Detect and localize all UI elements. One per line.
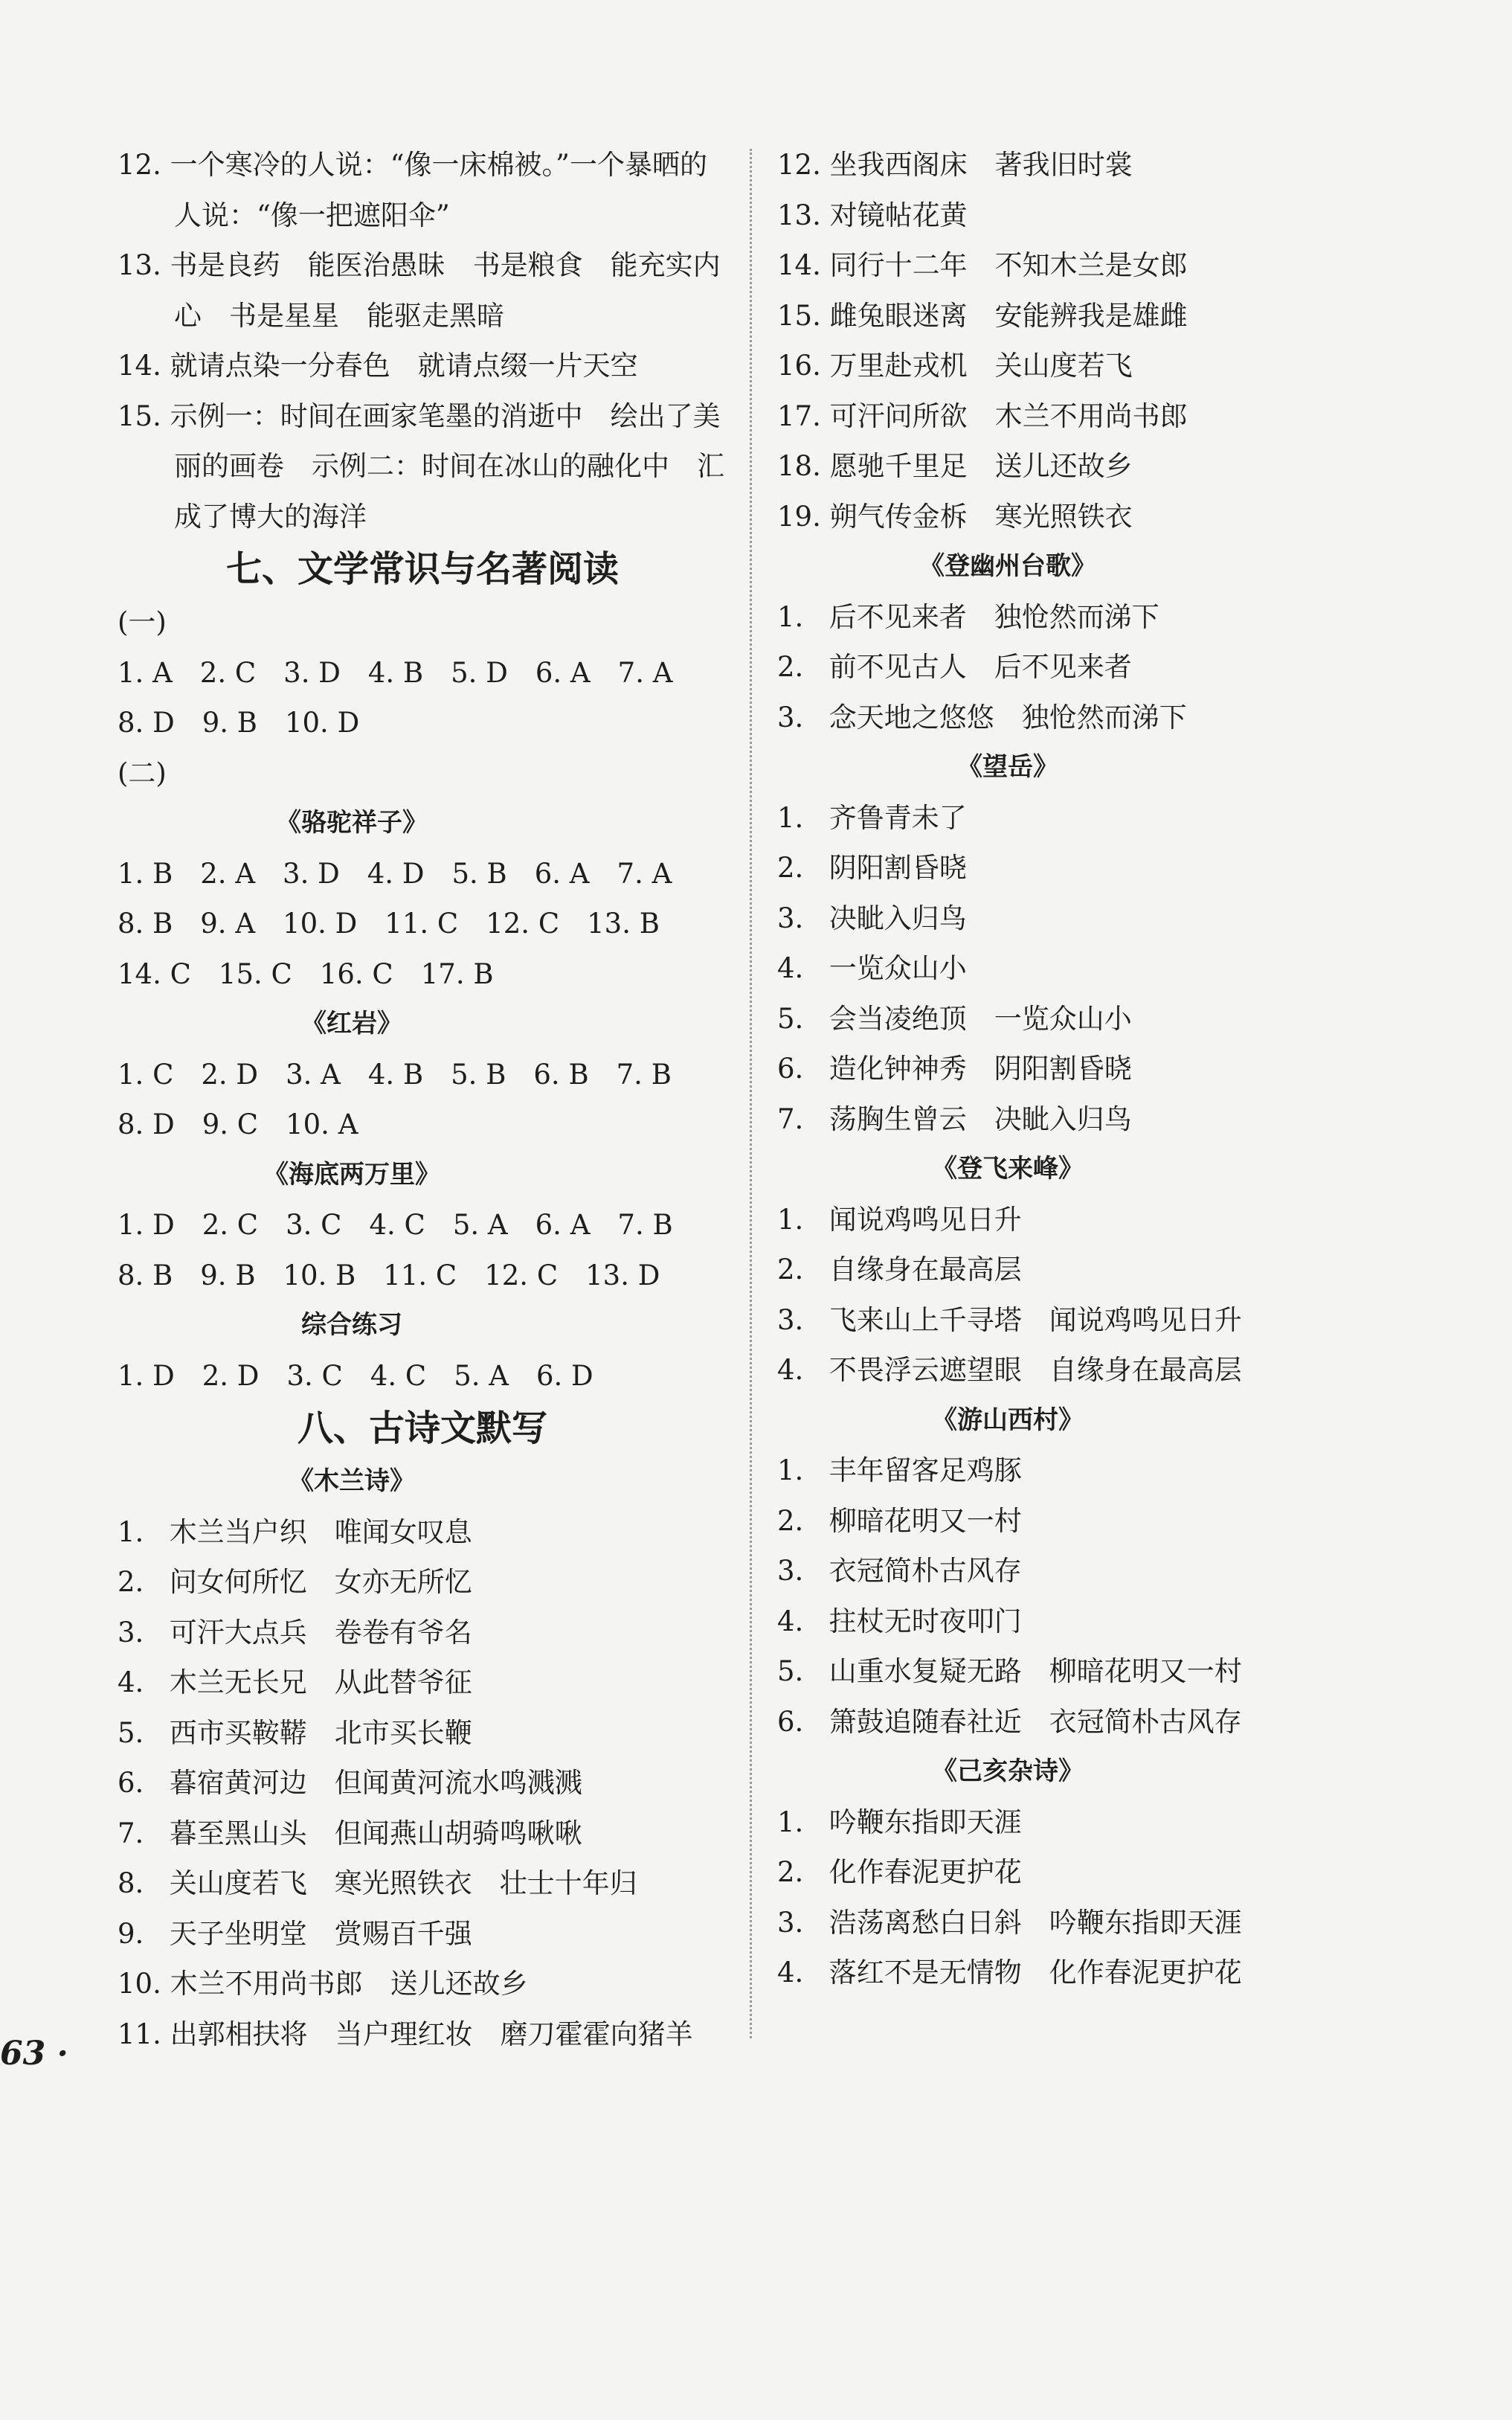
- poem-line: 17. 可汗问所欲 木兰不用尚书郎: [777, 399, 1188, 432]
- poem-line: 1. 齐鲁青未了: [777, 801, 967, 834]
- poem-line: 5. 西市买鞍鞯 北市买长鞭: [118, 1716, 472, 1749]
- poem-line: 12. 坐我西阁床 著我旧时裳: [777, 149, 1133, 181]
- poem3-title: 《望岳》: [957, 752, 1058, 782]
- poem-line: 3. 飞来山上千寻塔 闻说鸡鸣见日升: [777, 1303, 1242, 1336]
- poem-line: 7. 暮至黑山头 但闻燕山胡骑鸣啾啾: [118, 1817, 582, 1849]
- poem-line: 1. 木兰当户织 唯闻女叹息: [118, 1515, 472, 1548]
- poem-line: 14. 同行十二年 不知木兰是女郎: [777, 249, 1188, 281]
- left-column: [118, 140, 727, 2059]
- practice-title: 综合练习: [301, 1310, 402, 1340]
- poem-line: 5. 山重水复疑无路 柳暗花明又一村: [777, 1655, 1242, 1687]
- answer-line: 人说：“像一把遮阳伞”: [174, 199, 450, 231]
- poem-line: 6. 暮宿黄河边 但闻黄河流水鸣溅溅: [118, 1767, 582, 1799]
- poem-line: 9. 天子坐明堂 赏赐百千强: [118, 1917, 472, 1950]
- book3-title: 《海底两万里》: [263, 1159, 440, 1190]
- poem-line: 6. 造化钟神秀 阴阳割昏晓: [777, 1053, 1132, 1085]
- page-number: 63 ·: [0, 2035, 68, 2073]
- poem-line: 4. 拄杖无时夜叩门: [777, 1605, 1022, 1637]
- poem-line: 3. 浩荡离愁白日斜 吟鞭东指即天涯: [777, 1906, 1242, 1939]
- poem-line: 2. 前不见古人 后不见来者: [777, 651, 1132, 683]
- poem-line: 6. 箫鼓追随春社近 衣冠简朴古风存: [777, 1705, 1242, 1738]
- poem-line: 5. 会当凌绝顶 一览众山小: [777, 1002, 1132, 1035]
- choice-answers: 8. B 9. B 10. B 11. C 12. C 13. D: [118, 1259, 660, 1291]
- choice-answers: 1. D 2. D 3. C 4. C 5. A 6. D: [118, 1359, 593, 1392]
- choice-answers: 8. B 9. A 10. D 11. C 12. C 13. B: [118, 908, 660, 940]
- poem-line: 1. 丰年留客足鸡豚: [777, 1454, 1022, 1486]
- poem-line: 3. 衣冠简朴古风存: [777, 1555, 1022, 1587]
- choice-answers: 14. C 15. C 16. C 17. B: [118, 957, 494, 990]
- column-divider: [750, 149, 752, 2038]
- choice-answers: 8. D 9. C 10. A: [118, 1108, 358, 1140]
- poem-line: 3. 念天地之悠悠 独怆然而涕下: [777, 701, 1187, 734]
- poem-line: 3. 决眦入归鸟: [777, 902, 967, 934]
- poem-line: 2. 化作春泥更护花: [777, 1856, 1022, 1888]
- section7-title: 七、文学常识与名著阅读: [225, 548, 619, 590]
- answer-line: 丽的画卷 示例二：时间在冰山的融化中 汇: [174, 450, 724, 482]
- poem-line: 2. 问女何所忆 女亦无所忆: [118, 1566, 472, 1598]
- poem-line: 19. 朔气传金柝 寒光照铁衣: [777, 500, 1133, 533]
- poem-line: 1. 后不见来者 独怆然而涕下: [777, 600, 1159, 633]
- book2-title: 《红岩》: [301, 1009, 402, 1039]
- answer-line: 14. 就请点染一分春色 就请点缀一片天空: [118, 350, 638, 382]
- choice-answers: 1. A 2. C 3. D 4. B 5. D 6. A 7. A: [118, 656, 673, 689]
- part1-label: (一): [118, 606, 167, 638]
- poem4-title: 《登飞来峰》: [932, 1154, 1084, 1184]
- poem-line: 4. 落红不是无情物 化作春泥更护花: [777, 1957, 1242, 1989]
- part2-label: (二): [118, 757, 167, 789]
- poem-line: 2. 自缘身在最高层: [777, 1254, 1022, 1286]
- poem-line: 13. 对镜帖花黄: [777, 199, 968, 231]
- answer-line: 15. 示例一：时间在画家笔墨的消逝中 绘出了美: [118, 399, 721, 432]
- poem-line: 7. 荡胸生曾云 决眦入归鸟: [777, 1103, 1132, 1135]
- poem6-title: 《己亥杂诗》: [932, 1756, 1084, 1786]
- book1-title: 《骆驼祥子》: [276, 808, 428, 838]
- section6-tail: [118, 140, 727, 542]
- poem-line: 3. 可汗大点兵 卷卷有爷名: [118, 1616, 472, 1649]
- choice-answers: 1. B 2. A 3. D 4. D 5. B 6. A 7. A: [118, 857, 672, 890]
- poem-line: 10. 木兰不用尚书郎 送儿还故乡: [118, 1968, 528, 2000]
- answer-line: 13. 书是良药 能医治愚昧 书是粮食 能充实内: [118, 249, 721, 281]
- section8-title: 八、古诗文默写: [297, 1408, 547, 1449]
- poem-line: 18. 愿驰千里足 送儿还故乡: [777, 450, 1133, 482]
- poem-line: 1. 闻说鸡鸣见日升: [777, 1203, 1022, 1236]
- answer-line: 成了博大的海洋: [174, 500, 367, 533]
- answer-line: 心 书是星星 能驱走黑暗: [174, 299, 504, 332]
- poem-line: 4. 不畏浮云遮望眼 自缘身在最高层: [777, 1354, 1242, 1386]
- poem2-title: 《登幽州台歌》: [919, 551, 1096, 581]
- poem-line: 11. 出郭相扶将 当户理红妆 磨刀霍霍向猪羊: [118, 2018, 693, 2050]
- poem-line: 8. 关山度若飞 寒光照铁衣 壮士十年归: [118, 1867, 637, 1899]
- choice-answers: 1. D 2. C 3. C 4. C 5. A 6. A 7. B: [118, 1209, 673, 1241]
- poem5-title: 《游山西村》: [932, 1405, 1084, 1435]
- answer-line: 12. 一个寒冷的人说：“像一床棉被。”一个暴晒的: [118, 149, 707, 181]
- poem-line: 4. 一览众山小: [777, 952, 967, 984]
- poem1-title: 《木兰诗》: [289, 1466, 415, 1496]
- poem-line: 2. 阴阳割昏晓: [777, 852, 967, 884]
- poem-line: 15. 雌兔眼迷离 安能辨我是雄雌: [777, 299, 1188, 332]
- poem-line: 16. 万里赴戎机 关山度若飞: [777, 350, 1133, 382]
- poem-line: 4. 木兰无长兄 从此替爷征: [118, 1666, 472, 1698]
- poem-line: 1. 吟鞭东指即天涯: [777, 1806, 1022, 1838]
- right-column: [777, 140, 1242, 1998]
- choice-answers: 1. C 2. D 3. A 4. B 5. B 6. B 7. B: [118, 1058, 672, 1091]
- choice-answers: 8. D 9. B 10. D: [118, 707, 360, 739]
- poem-line: 2. 柳暗花明又一村: [777, 1504, 1022, 1537]
